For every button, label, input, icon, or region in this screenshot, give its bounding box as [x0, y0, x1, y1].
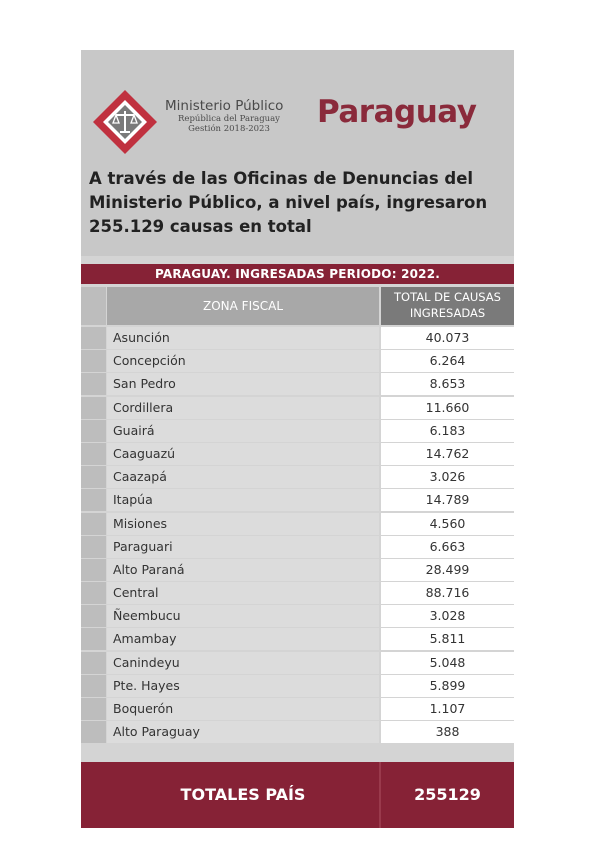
row-gutter — [81, 489, 106, 511]
zona-cell: Central — [107, 582, 379, 604]
column-header-total-line2: INGRESADAS — [409, 306, 486, 320]
zona-cell: Caaguazú — [107, 443, 379, 465]
row-gutter — [81, 443, 106, 465]
zona-cell: Ñeembucu — [107, 605, 379, 627]
table-row — [81, 559, 514, 582]
row-gutter — [81, 466, 106, 488]
row-gutter — [81, 327, 106, 349]
zona-cell: Amambay — [107, 628, 379, 650]
total-cell: 40.073 — [381, 327, 514, 349]
row-gutter — [81, 536, 106, 558]
row-gutter — [81, 605, 106, 627]
column-header-total-line1: TOTAL DE CAUSAS — [394, 290, 501, 304]
total-cell: 388 — [381, 721, 514, 743]
zona-cell: Pte. Hayes — [107, 675, 379, 697]
total-cell: 5.899 — [381, 675, 514, 697]
table-row — [81, 466, 514, 489]
table-row — [81, 373, 514, 396]
total-cell: 88.716 — [381, 582, 514, 604]
total-cell: 6.183 — [381, 420, 514, 442]
total-cell: 6.663 — [381, 536, 514, 558]
row-gutter — [81, 513, 106, 535]
row-gutter — [81, 350, 106, 372]
column-header-total — [381, 287, 514, 325]
report-card — [81, 50, 514, 828]
table-row — [81, 420, 514, 443]
table-row — [81, 536, 514, 559]
zona-cell: Paraguari — [107, 536, 379, 558]
totals-row — [81, 762, 514, 828]
org-country: República del Paraguay — [178, 114, 280, 124]
table-title: PARAGUAY. INGRESADAS PERIODO: 2022. — [81, 264, 514, 284]
row-gutter — [81, 582, 106, 604]
row-gutter — [81, 559, 106, 581]
row-gutter — [81, 698, 106, 720]
zona-cell: Boquerón — [107, 698, 379, 720]
total-cell: 5.811 — [381, 628, 514, 650]
total-cell: 6.264 — [381, 350, 514, 372]
table-row — [81, 628, 514, 651]
table-row — [81, 605, 514, 628]
total-cell: 28.499 — [381, 559, 514, 581]
zona-cell: Guairá — [107, 420, 379, 442]
zona-cell: Alto Paraná — [107, 559, 379, 581]
org-block — [165, 98, 315, 134]
zona-cell: Itapúa — [107, 489, 379, 511]
zona-cell: Asunción — [107, 327, 379, 349]
org-term: Gestión 2018-2023 — [188, 124, 270, 134]
row-gutter — [81, 420, 106, 442]
totals-label: TOTALES PAÍS — [180, 785, 306, 804]
row-gutter — [81, 675, 106, 697]
row-gutter — [81, 628, 106, 650]
scales-of-justice-icon — [91, 88, 159, 156]
table-header-row — [81, 287, 514, 325]
total-cell: 4.560 — [381, 513, 514, 535]
header-panel — [81, 50, 514, 256]
table-row — [81, 489, 514, 512]
table-row — [81, 327, 514, 350]
row-gutter — [81, 721, 106, 743]
intro-text: A través de las Oficinas de Denuncias del Ministerio Público, a nivel país, ingresaron 255.129 causas en total — [89, 169, 488, 236]
total-cell: 8.653 — [381, 373, 514, 395]
zona-cell: Canindeyu — [107, 652, 379, 674]
cases-table — [81, 287, 514, 744]
column-header-zona: ZONA FISCAL — [107, 287, 379, 325]
zona-cell: San Pedro — [107, 373, 379, 395]
row-gutter — [81, 287, 106, 325]
total-cell: 11.660 — [381, 397, 514, 419]
row-gutter — [81, 373, 106, 395]
zona-cell: Cordillera — [107, 397, 379, 419]
totals-value: 255129 — [414, 785, 481, 804]
table-row — [81, 721, 514, 744]
zona-cell: Concepción — [107, 350, 379, 372]
country-title: Paraguay — [317, 94, 477, 130]
total-cell: 3.028 — [381, 605, 514, 627]
total-cell: 14.789 — [381, 489, 514, 511]
table-row — [81, 397, 514, 420]
total-cell: 3.026 — [381, 466, 514, 488]
table-row — [81, 582, 514, 605]
table-body — [81, 327, 514, 744]
zona-cell: Misiones — [107, 513, 379, 535]
table-row — [81, 443, 514, 466]
table-row — [81, 350, 514, 373]
zona-cell: Alto Paraguay — [107, 721, 379, 743]
total-cell: 1.107 — [381, 698, 514, 720]
row-gutter — [81, 397, 106, 419]
zona-cell: Caazapá — [107, 466, 379, 488]
total-cell: 14.762 — [381, 443, 514, 465]
org-name: Ministerio Público — [165, 98, 284, 114]
row-gutter — [81, 652, 106, 674]
table-row — [81, 652, 514, 675]
total-cell: 5.048 — [381, 652, 514, 674]
table-row — [81, 513, 514, 536]
table-row — [81, 698, 514, 721]
table-row — [81, 675, 514, 698]
